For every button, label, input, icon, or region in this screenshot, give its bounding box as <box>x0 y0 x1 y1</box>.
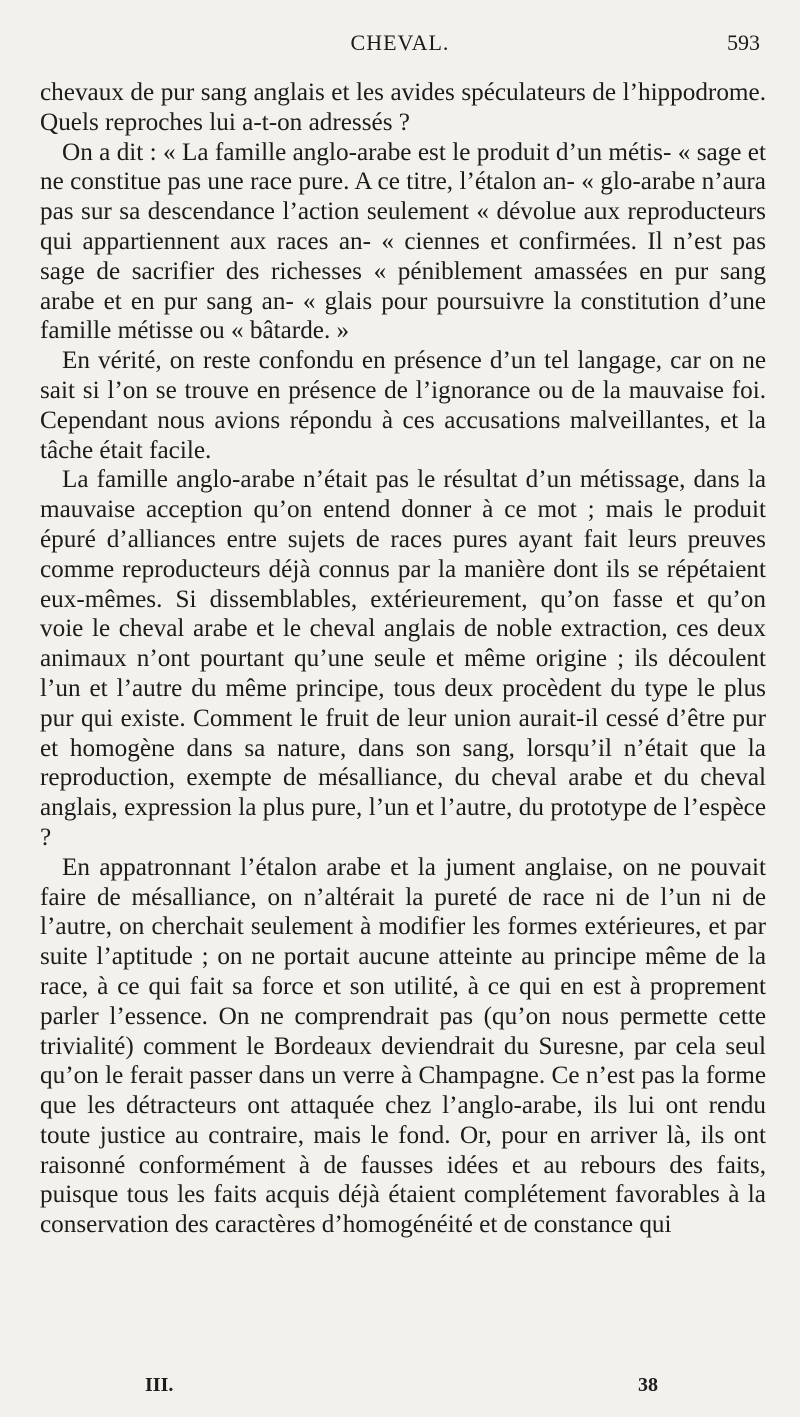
page-footer <box>40 1374 760 1404</box>
sheet-number: 38 <box>638 1374 658 1396</box>
page-body <box>40 78 766 1240</box>
paragraph: En vérité, on reste confondu en présence d’un tel langage, car on ne sait si l’on se trouve en présence de l’ignorance ou de la mauvaise foi. Cependant nous avions répondu à ces accusations malveillantes, et la tâche était facile. <box>40 347 766 464</box>
paragraph-quote: On a dit : « La famille anglo-arabe est le produit d’un métis- « sage et ne constitue pas une race pure. A ce titre, l’étalon an- « glo-arabe n’aura pas sur sa descendance l’action seulement « dévolue aux reproducteurs qui appartiennent aux races an- « ciennes et confirmées. Il n’est pas sage de sacrifier des richesses « péniblement amassées en pur sang arabe et en pur sang an- « glais pour poursuivre la constitution d’une famille métisse ou « bâtarde. » <box>40 138 766 345</box>
page-number: 593 <box>727 30 760 55</box>
paragraph: En appatronnant l’étalon arabe et la jument anglaise, on ne pouvait faire de mésalliance, on n’altérait la pureté de race ni de l’un ni de l’autre, on cherchait seulement à modifier les formes extérieures, et par suite l’aptitude ; on ne portait aucune atteinte au principe même de la race, à ce qui fait sa force et son utilité, à ce qui en est à proprement parler l’essence. On ne comprendrait pas (qu’on nous permette cette trivialité) comment le Bordeaux deviendrait du Suresne, par cela seul qu’on le ferait passer dans un verre à Champagne. Ce n’est pas la forme que les détracteurs ont attaquée chez l’anglo-arabe, ils lui ont rendu toute justice au contraire, mais le fond. Or, pour en arriver là, ils ont raisonné conformément à de fausses idées et au rebours des faits, puisque tous les faits acquis déjà étaient complétement favorables à la conservation des caractères d’homogénéité et de constance qui <box>40 853 766 1239</box>
paragraph-continuation: chevaux de pur sang anglais et les avides spéculateurs de l’hippodrome. Quels reproches lui a-t-on adressés ? <box>40 79 766 136</box>
running-title: CHEVAL. <box>350 30 450 55</box>
paragraph: La famille anglo-arabe n’était pas le résultat d’un métissage, dans la mauvaise acception qu’on entend donner à ce mot ; mais le produit épuré d’alliances entre sujets de races pures ayant fait leurs preuves comme reproducteurs déjà connus par la manière dont ils se répétaient eux-mêmes. Si dissemblables, extérieurement, qu’on fasse et qu’on voie le cheval arabe et le cheval anglais de noble extraction, ces deux animaux n’ont pourtant qu’une seule et même origine ; ils découlent l’un et l’autre du même principe, tous deux procèdent du type le plus pur qui existe. Comment le fruit de leur union aurait-il cessé d’être pur et homogène dans sa nature, dans son sang, lorsqu’il n’était que la reproduction, exempte de mésalliance, du cheval arabe et du cheval anglais, expression la plus pure, l’un et l’autre, du prototype de l’espèce ? <box>40 466 766 851</box>
page-header <box>40 30 760 64</box>
signature-mark: III. <box>145 1374 174 1396</box>
